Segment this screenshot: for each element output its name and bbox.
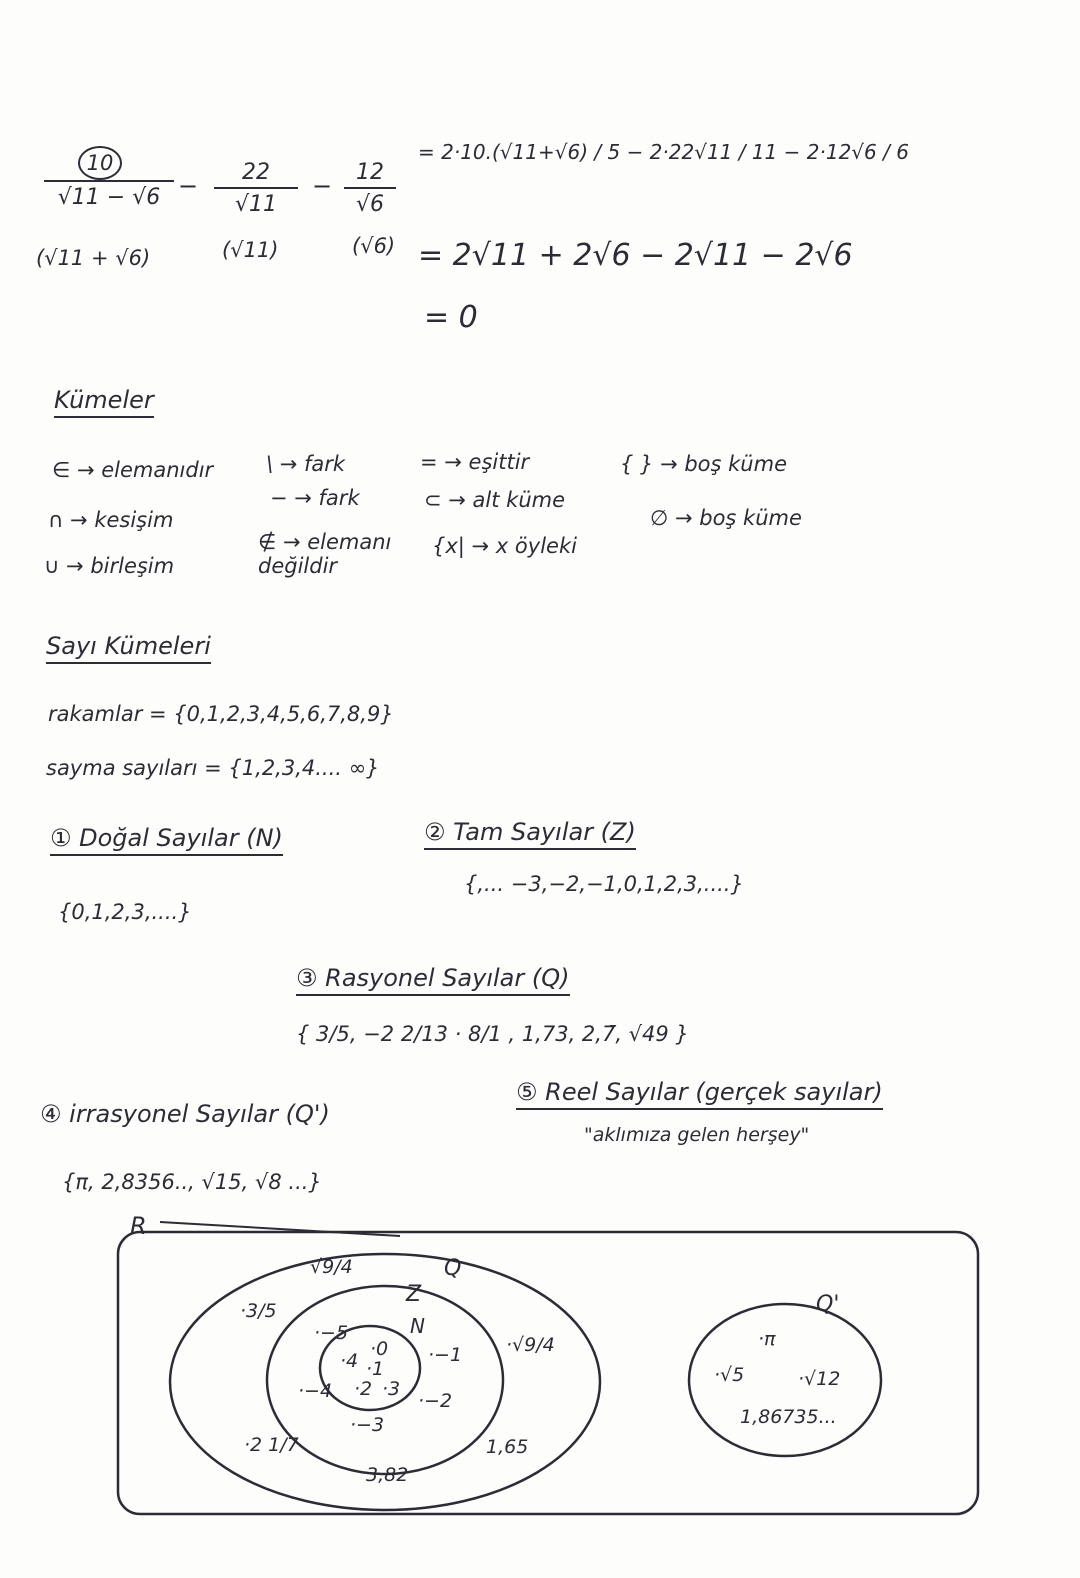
sayi-kumeleri-title: Sayı Kümeleri [46, 632, 211, 660]
symbol-not-element-of: ∉ → elemanı değildir [258, 530, 392, 578]
term2-numerator: 22 [242, 160, 270, 185]
equation-step-2: = 2√11 + 2√6 − 2√11 − 2√6 [418, 238, 853, 273]
z-element-minus-4: ·−4 [298, 1380, 333, 1402]
symbol-intersection: ∩ → kesişim [48, 508, 174, 532]
q-element-sqrt-9-4-right: ·√9/4 [506, 1334, 555, 1356]
dogal-sayilar-title: ① Doğal Sayılar (N) [50, 824, 283, 852]
dogal-sayilar-set: {0,1,2,3,....} [58, 900, 192, 924]
z-element-minus-1: ·−1 [428, 1344, 463, 1366]
symbol-element-of: ∈ → elemanıdır [52, 458, 214, 482]
symbol-set-builder: {x| → x öyleki [432, 534, 577, 558]
venn-set-r [118, 1232, 978, 1514]
kumeler-title: Kümeler [54, 386, 154, 414]
n-element-4: ·4 [340, 1350, 359, 1372]
venn-label-r: R [130, 1212, 147, 1240]
q-element-2-1-7: ·2 1/7 [244, 1434, 299, 1456]
n-element-1: ·1 [366, 1358, 385, 1380]
irrasyonel-sayilar-title: ④ irrasyonel Sayılar (Q') [40, 1100, 330, 1128]
term2-multiplier: (√11) [222, 238, 279, 262]
qp-element-1-867: 1,86735... [740, 1406, 837, 1428]
venn-r-pointer [160, 1222, 400, 1236]
z-element-minus-2: ·−2 [418, 1390, 453, 1412]
venn-label-q-prime: Q' [816, 1292, 840, 1317]
term1-multiplier: (√11 + √6) [36, 246, 151, 270]
symbol-empty-braces: { } → boş küme [620, 452, 787, 476]
minus-op-1: − [178, 172, 199, 200]
n-element-3: ·3 [382, 1378, 401, 1400]
qp-element-sqrt-5: ·√5 [714, 1364, 745, 1386]
venn-label-n: N [410, 1314, 425, 1338]
term3-denominator: √6 [344, 187, 396, 217]
rasyonel-sayilar-title: ③ Rasyonel Sayılar (Q) [296, 964, 570, 992]
symbol-set-difference: \ → fark [266, 452, 346, 476]
rakamlar-set: rakamlar = {0,1,2,3,4,5,6,7,8,9} [48, 702, 394, 726]
symbol-equals: = → eşittir [420, 450, 530, 474]
reel-sayilar-note: "aklımıza gelen herşey" [584, 1124, 810, 1146]
q-element-3-82: 3,82 [366, 1464, 409, 1486]
equation-result: = 0 [424, 300, 478, 335]
rasyonel-sayilar-set: { 3/5, −2 2/13 · 8/1 , 1,73, 2,7̄, √49 } [296, 1022, 689, 1046]
tam-sayilar-set: {,... −3,−2,−1,0,1,2,3,....} [464, 872, 744, 896]
n-element-2: ·2 [354, 1378, 373, 1400]
sayma-sayilari-set: sayma sayıları = {1,2,3,4.... ∞} [46, 756, 380, 780]
z-element-minus-5: ·−5 [314, 1322, 349, 1344]
z-element-minus-3: ·−3 [350, 1414, 385, 1436]
term2-denominator: √11 [214, 187, 298, 217]
q-element-sqrt-9-4: √9/4 [310, 1256, 353, 1278]
circled-number: 10 [78, 146, 122, 180]
symbol-empty-set: ∅ → boş küme [650, 506, 802, 530]
q-element-1-65: 1,65 [486, 1436, 529, 1458]
qp-element-sqrt-12: ·√12 [798, 1368, 841, 1390]
term3-numerator: 12 [356, 160, 384, 185]
symbol-union: ∪ → birleşim [44, 554, 175, 578]
term3-multiplier: (√6) [352, 234, 396, 258]
irrasyonel-sayilar-set: {π, 2,8356.., √15, √8 ...} [62, 1170, 322, 1194]
term1-denominator: √11 − √6 [44, 180, 174, 210]
q-element-3-5: ·3/5 [240, 1300, 277, 1322]
venn-label-q: Q [444, 1256, 462, 1281]
equation-step-1: = 2·10.(√11+√6) / 5 − 2·22√11 / 11 − 2·12√6 / 6 [418, 140, 909, 164]
venn-label-z: Z [406, 1282, 422, 1307]
qp-element-pi: ·π [758, 1328, 776, 1350]
symbol-minus-difference: − → fark [270, 486, 360, 510]
tam-sayilar-title: ② Tam Sayılar (Z) [424, 818, 636, 846]
reel-sayilar-title: ⑤ Reel Sayılar (gerçek sayılar) [516, 1078, 883, 1106]
minus-op-2: − [312, 172, 333, 200]
n-element-0: ·0 [370, 1338, 389, 1360]
symbol-subset: ⊂ → alt küme [424, 488, 566, 512]
